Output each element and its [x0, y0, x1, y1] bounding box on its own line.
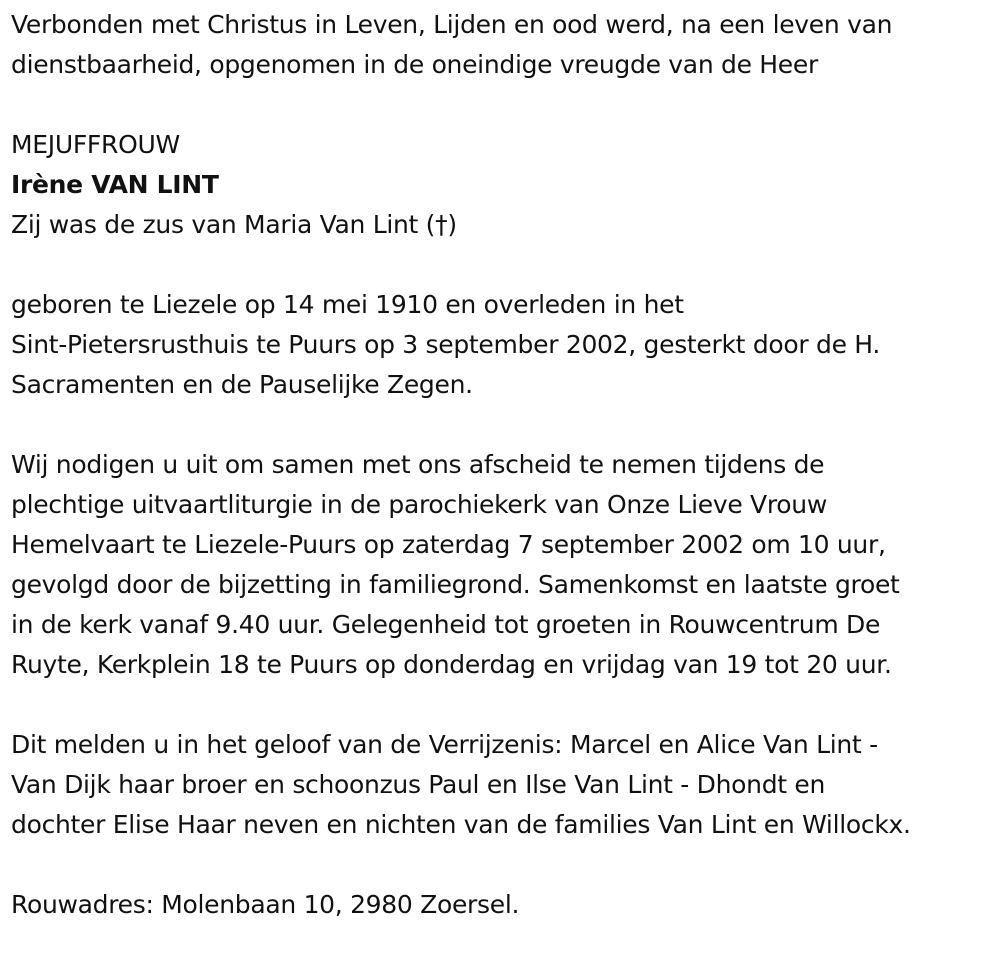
death-notice: [11, 5, 996, 925]
text-line: in de kerk vanaf 9.40 uur. Gelegenheid tot groeten in Rouwcentrum De: [11, 610, 881, 639]
birth-death-paragraph: [11, 285, 996, 405]
mourning-address: Rouwadres: Molenbaan 10, 2980 Zoersel.: [11, 890, 520, 919]
paragraph-gap: [11, 245, 996, 285]
invitation-paragraph: [11, 445, 996, 685]
text-line: geboren te Liezele op 14 mei 1910 en overleden in het: [11, 290, 684, 319]
relation-line: Zij was de zus van Maria Van Lint (†): [11, 210, 457, 239]
text-line: Dit melden u in het geloof van de Verrijzenis: Marcel en Alice Van Lint -: [11, 730, 878, 759]
text-line: Verbonden met Christus in Leven, Lijden en ood werd, na een leven van: [11, 10, 893, 39]
honorific-title: MEJUFFROUW: [11, 130, 180, 159]
text-line: Sacramenten en de Pauselijke Zegen.: [11, 370, 473, 399]
text-line: Hemelvaart te Liezele-Puurs op zaterdag 7 september 2002 om 10 uur,: [11, 530, 886, 559]
text-line: Sint-Pietersrusthuis te Puurs op 3 september 2002, gesterkt door de H.: [11, 330, 881, 359]
text-line: dochter Elise Haar neven en nichten van de families Van Lint en Willockx.: [11, 810, 911, 839]
text-line: Ruyte, Kerkplein 18 te Puurs op donderdag en vrijdag van 19 tot 20 uur.: [11, 650, 892, 679]
paragraph-gap: [11, 85, 996, 125]
text-line: Wij nodigen u uit om samen met ons afscheid te nemen tijdens de: [11, 450, 825, 479]
intro-paragraph: [11, 5, 996, 85]
paragraph-gap: [11, 405, 996, 445]
paragraph-gap: [11, 685, 996, 725]
announcement-paragraph: [11, 725, 996, 845]
paragraph-gap: [11, 845, 996, 885]
text-line: gevolgd door de bijzetting in familiegrond. Samenkomst en laatste groet: [11, 570, 900, 599]
deceased-name: Irène VAN LINT: [11, 170, 219, 199]
text-line: dienstbaarheid, opgenomen in de oneindige vreugde van de Heer: [11, 50, 818, 79]
text-line: plechtige uitvaartliturgie in de parochiekerk van Onze Lieve Vrouw: [11, 490, 827, 519]
text-line: Van Dijk haar broer en schoonzus Paul en Ilse Van Lint - Dhondt en: [11, 770, 826, 799]
